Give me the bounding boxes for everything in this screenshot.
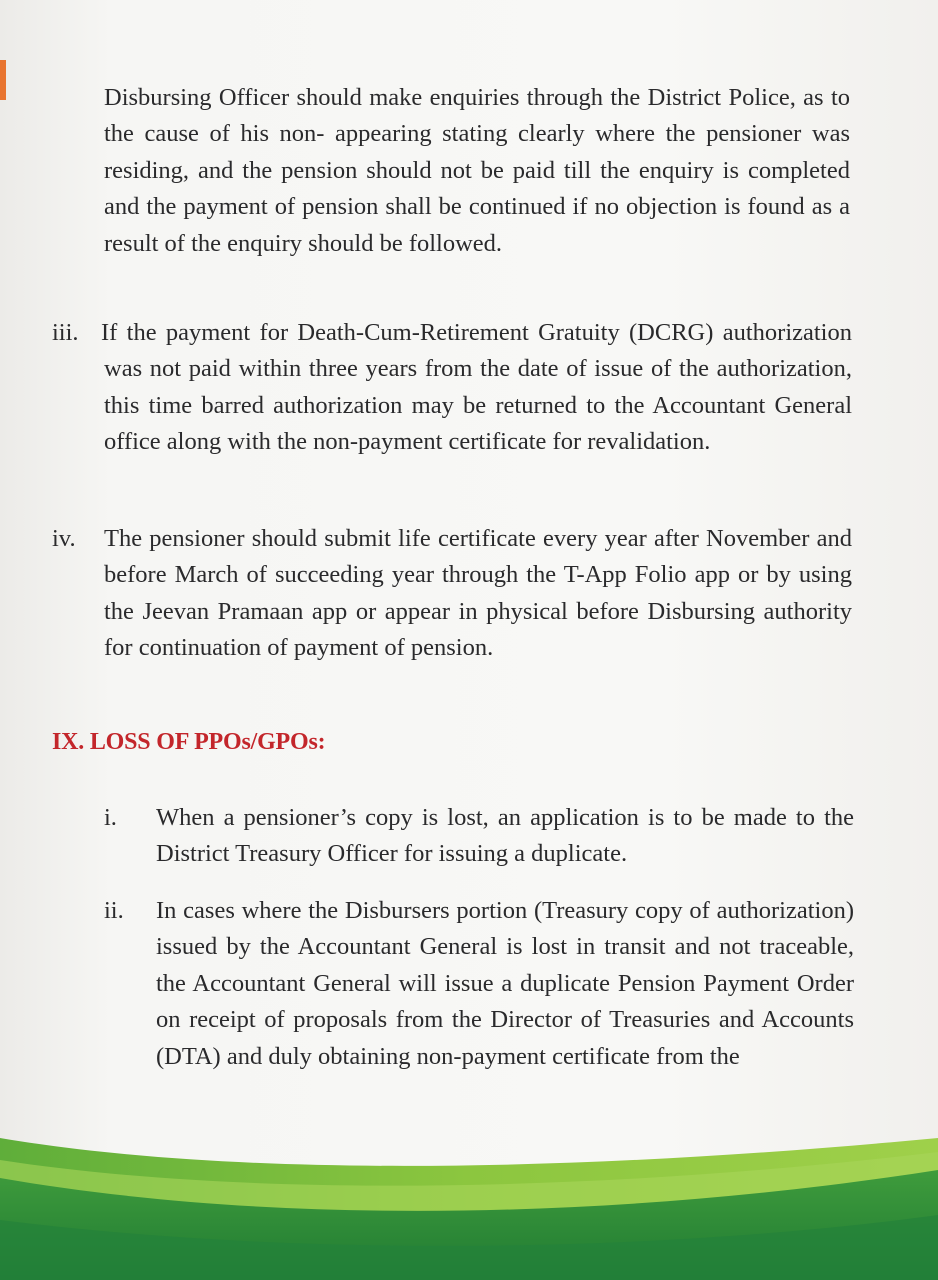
section-heading: IX. LOSS OF PPOs/GPOs: — [52, 729, 326, 755]
list-marker: ii. — [104, 897, 124, 924]
green-wave-footer — [0, 1120, 938, 1280]
list-item-text: When a pensioner’s copy is lost, an application is to be made to the District Treasury Officer for issuing a duplicate. — [156, 804, 854, 868]
list-item-text: The pensioner should submit life certificate every year after November and before March of succeeding year through the T-App Folio app or by using the Jeevan Pramaan app or appear in physical before Disbursing authority for continuation of payment of pension. — [104, 525, 852, 662]
list-item-text: In cases where the Disbursers portion (Treasury copy of authorization) issued by the Accountant General is lost in transit and not traceable, the Accountant General will issue a duplicate Pension Payment Order on receipt of proposals from the Director of Treasuries and Accounts (DTA) and duly obtaining non-payment certificate from the — [156, 897, 854, 1070]
list-marker: i. — [104, 804, 117, 831]
list-marker: iv. — [52, 525, 76, 552]
list-item-text: If the payment for Death-Cum-Retirement Gratuity (DCRG) authorization was not paid within three years from the date of issue of the authorization, this time barred authorization may be returned to the Accountant General office along with the non-payment certificate for revalidation. — [101, 319, 852, 456]
paragraph-continuation: Disbursing Officer should make enquiries through the District Police, as to the cause of his non- appearing stating clearly where the pensioner was residing, and the pension should not be paid till the enquiry is completed and the payment of pension shall be continued if no objection is found as a result of the enquiry should be followed. — [104, 84, 850, 257]
page-edge-tab — [0, 60, 6, 100]
list-marker: iii. — [52, 319, 79, 346]
